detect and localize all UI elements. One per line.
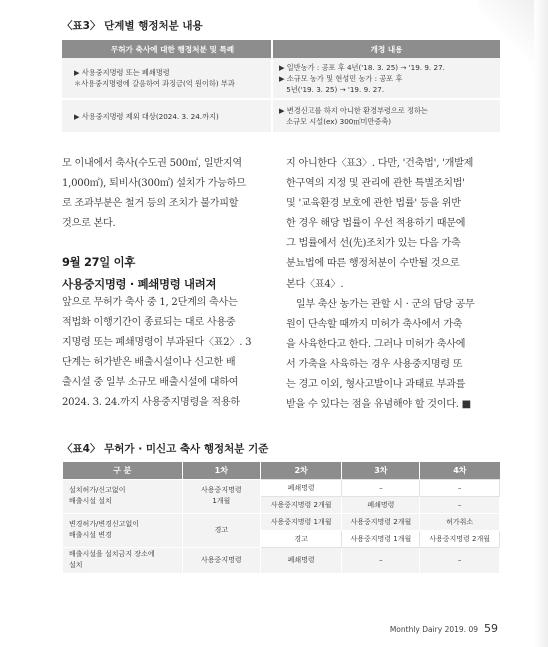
cell-line: 배출시설을 설치금지 장소에: [69, 550, 155, 558]
body-text-line: 한구역의 지정 및 관리에 관한 특별조치법': [286, 178, 465, 190]
table4-cell: 폐쇄명령: [342, 496, 420, 513]
table4-header-row: [63, 462, 500, 479]
table4: [62, 462, 500, 574]
cell-line: ▶ 일반농가 : 공포 후 4년('18. 3. 25) → '19. 9. 27.: [279, 62, 445, 72]
cell-line: 설치허가/신고없이: [69, 486, 126, 494]
cell-line: 소규모 시설(ex) 300㎡미만증축): [279, 117, 392, 126]
table3-header-revision: 개정 내용: [272, 40, 500, 58]
cell-line: 1개월: [212, 497, 231, 505]
body-text-line: 는 경고 이외, 형사고발이나 과태료 부과를: [286, 379, 466, 391]
body-text-line: 출시설 중 일부 소규모 배출시설에 대하여: [62, 377, 239, 389]
body-text-line: 1,000㎡), 퇴비사(300㎡) 설치가 가능하므: [62, 178, 246, 190]
table3-cell: [62, 99, 272, 133]
table4-header-first: 1차: [182, 462, 260, 479]
body-text-line: 분뇨법에 따른 행정처분이 수반될 것으로: [286, 258, 460, 270]
cell-line: 변경허가/변경신고없이: [69, 520, 139, 528]
table3-cell: [272, 58, 500, 99]
table-row: [63, 513, 500, 530]
table-row: [62, 99, 500, 133]
table3-header-row: [62, 40, 500, 58]
table4-row-label: [63, 513, 183, 547]
body-text-line: 을 사육한다고 한다. 그러나 미허가 축사에: [286, 338, 466, 350]
body-text-line: 모 이내에서 축사(수도권 500㎡, 일반지역: [62, 158, 242, 169]
table3-caption: 〈표3〉 단계별 행정처분 내용: [62, 20, 203, 32]
table3-header-measures: 무허가 축사에 대한 행정처분 및 특례: [62, 40, 272, 58]
page-footer: [390, 622, 498, 635]
table4-cell: –: [420, 547, 500, 573]
body-text-line: 서 가축을 사육하는 경우 사용중지명령 또: [286, 358, 463, 370]
body-text-line: 본다〈표4〉.: [286, 278, 344, 290]
body-text-line: 한 경우 해당 법률이 우선 적용하기 때문에: [286, 218, 466, 230]
table4-header-category: 구 분: [63, 462, 183, 479]
table3: [62, 40, 500, 134]
cell-line: 사용중지명령: [201, 486, 242, 494]
table4-cell: –: [420, 496, 500, 513]
table4-cell: –: [420, 479, 500, 496]
cell-line: 배출시설 변경: [69, 531, 112, 539]
cell-line: ▶ 사용중지명령 제외 대상(2024. 3. 24.까지): [74, 111, 219, 121]
table-row: [63, 479, 500, 496]
table4-cell: 사용중지명령 2개월: [260, 496, 342, 513]
body-column-right: [286, 154, 500, 415]
table4-cell: 사용중지명령 2개월: [420, 530, 500, 547]
table4-cell: 폐쇄명령: [260, 479, 342, 496]
cell-line: 배출시설 설치: [69, 497, 112, 505]
table-row: [62, 58, 500, 99]
body-text-line: 적법화 이행기간이 종료되는 대로 사용중: [62, 317, 236, 329]
table4-cell: 사용중지명령 2개월: [342, 513, 420, 530]
table4-cell: [182, 479, 260, 513]
cell-line: ▶ 변경신고를 하지 아니한 환경부령으로 정하는: [279, 106, 428, 115]
table4-cell: 사용중지명령: [182, 547, 260, 573]
page-number: 59: [484, 622, 498, 635]
body-text-line: 지 아니한다〈표3〉. 다만, '건축법', '개발제: [286, 158, 474, 169]
body-text-line: 로 조과부분은 철거 등의 조치가 불가피할: [62, 198, 239, 210]
cell-line: 5년('19. 3. 25) → '19. 9. 27.: [279, 84, 385, 94]
body-column-left: [62, 154, 272, 234]
section-heading-date: 9월 27일 이후: [62, 255, 136, 269]
table4-row-label: [63, 479, 183, 513]
table4-cell: 사용중지명령 1개월: [342, 530, 420, 547]
table4-cell: –: [342, 479, 420, 496]
body-text-line: 것으로 본다.: [62, 218, 116, 230]
table4-caption: 〈표4〉 무허가 · 미신고 축사 행정처분 기준: [62, 443, 269, 455]
section-heading-title: 사용중지명령 · 폐쇄명령 내려져: [62, 277, 217, 291]
table-row: [63, 547, 500, 573]
table4-cell: 허가취소: [420, 513, 500, 530]
table4-cell: –: [342, 547, 420, 573]
cell-line: ▶ 사용중지명령 또는 폐쇄명령: [74, 68, 170, 77]
magazine-name: Monthly Dairy 2019. 09: [389, 625, 478, 634]
table4-cell: 경고: [260, 530, 342, 547]
table3-cell: [272, 99, 500, 133]
cell-line: ＊사용중지명령에 갈음하여 과징금(억 원이하) 부과: [74, 79, 235, 88]
body-text-line: 및 '교육환경 보호에 관한 법률' 등을 위반: [286, 198, 461, 210]
page-edge-shadow: [534, 0, 548, 647]
cell-line: ▶ 소규모 농가 및 현성민 농가 : 공포 후: [279, 73, 403, 83]
table3-cell: [62, 58, 272, 99]
body-text-line: 그 법률에서 선(先)조치가 있는 다음 가축: [286, 238, 461, 250]
body-text-line: 2024. 3. 24.까지 사용중지명령을 적용하: [62, 397, 240, 409]
table4-cell: 폐쇄명령: [260, 547, 342, 573]
body-text-line: 단계는 허가받은 배출시설이나 신고한 배: [62, 357, 236, 369]
body-text-line: 원이 단속할 때까지 미허가 축사에서 가축: [286, 318, 463, 330]
table4-header-second: 2차: [260, 462, 342, 479]
table4-header-fourth: 4차: [420, 462, 500, 479]
cell-line: 설치: [69, 561, 83, 569]
body-text-line: 받을 수 있다는 점을 유념해야 할 것이다. ■: [286, 399, 471, 411]
table4-row-label: [63, 547, 183, 573]
table4-cell: 경고: [182, 513, 260, 547]
table4-cell: 사용중지명령 1개월: [260, 513, 342, 530]
body-column-left-continued: [62, 293, 272, 414]
body-text-line: 일부 축산 농가는 관할 시 · 군의 담당 공무: [286, 298, 475, 310]
body-text-line: 앞으로 무허가 축사 중 1, 2단계의 축사는: [62, 297, 238, 308]
table4-header-third: 3차: [342, 462, 420, 479]
body-text-line: 지명령 또는 폐쇄명령이 부과된다〈표2〉. 3: [62, 337, 252, 349]
